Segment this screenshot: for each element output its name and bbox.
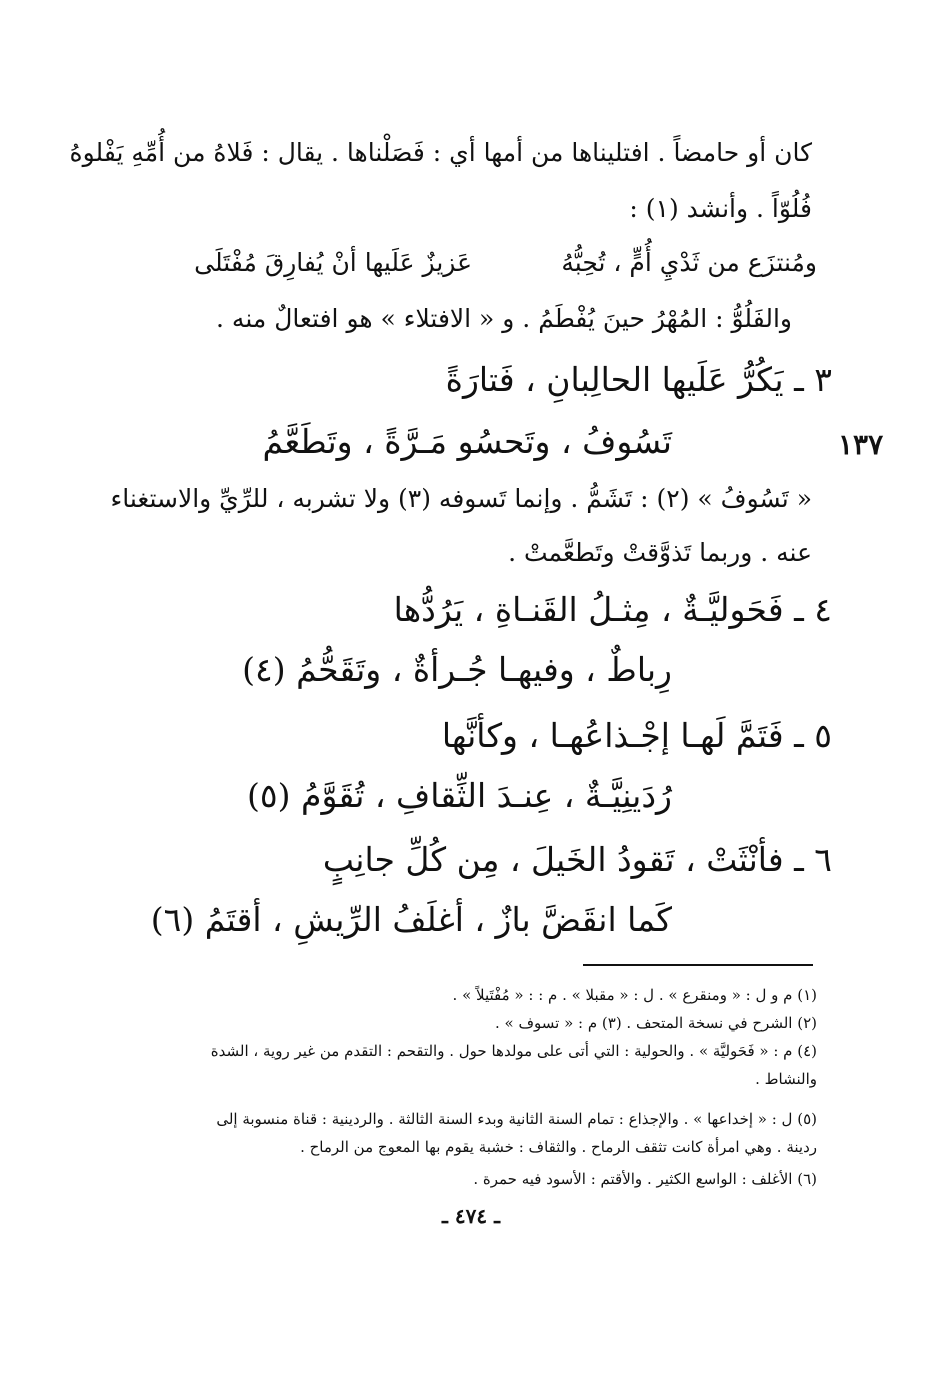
verse-line: تَسُوفُ ، وتَحسُو مَـرَّةً ، وتَطَعَّمُ [262, 422, 672, 461]
footnote-line: ردينة . وهي امرأة كانت تثقف الرماح . والثقاف : خشبة يقوم بها المعوج من الرماح . [300, 1138, 817, 1156]
prose-line: عنه . وربما تَذوَّقتْ وتَطعَّمتْ . [508, 538, 812, 567]
prose-line: فُلُوّاً . وأنشد (١) : [629, 194, 812, 223]
prose-line: كان أو حامضاً . افتليناها من أمها أي : فَصَلْناها . يقال : فَلاهُ من أُمِّهِ يَفْلوهُ [69, 138, 812, 167]
verse-line: ٥ ـ فَتَمَّ لَهـا إجْـذاعُهـا ، وكأنَّها [441, 716, 832, 755]
quote-hemistich-left: عَزيزٌ عَلَيها أنْ يُفارِقَ مُفْتَلَى [194, 248, 472, 277]
page-number: ـ ٤٧٤ ـ [442, 1204, 500, 1228]
verse-line: ٦ ـ فأنْثَتْ ، تَقودُ الخَيلَ ، مِن كُلِّ جانِبٍ [322, 840, 832, 879]
verse-line: رُدَينِيَّـةٌ ، عِنـدَ الثِّقافِ ، تُقَوَّمُ (٥) [247, 776, 672, 815]
verse-line: رِباطٌ ، وفيهـا جُـرأةٌ ، وتَقَحُّمُ (٤) [242, 650, 672, 689]
prose-line: والفَلُوُّ : المُهْرُ حينَ يُفْطَمُ . و « الافتلاء » هو افتعالٌ منه . [216, 304, 792, 333]
footnote-line: والنشاط . [755, 1070, 817, 1088]
footnote-line: (٥) ل : « إخداعها » . والإجذاع : تمام السنة الثانية وبدء السنة الثالثة . والردينية : قناة منسوبة إلى [216, 1110, 817, 1128]
quote-hemistich-right: ومُنتزَع من ثَدْيِ أُمٍّ ، تُحِبُّهُ [561, 248, 817, 277]
footnote-line: (٤) م : « فَحَوليَّة » . والحولية : التي أتى على مولدها حول . والتقحم : التقدم من غير روية ، الشدة [210, 1042, 817, 1060]
margin-page-reference: ١٣٧ [838, 428, 884, 461]
footnote-divider [583, 964, 813, 966]
footnote-line: (٦) الأغلف : الواسع الكثير . والأقتم : الأسود فيه حمرة . [473, 1170, 817, 1188]
prose-line: « تَسُوفُ » (٢) : تَشَمُّ . وإنما تَسوفه (٣) ولا تشربه ، للرِّيِّ والاستغناء [110, 484, 812, 513]
verse-line: ٤ ـ فَحَوليَّـةٌ ، مِثـلُ القَنـاةِ ، يَرُدُّها [393, 590, 832, 629]
verse-line: كَما انقَضَّ بازٌ ، أغلَفُ الرِّيشِ ، أقتَمُ (٦) [150, 900, 672, 939]
footnote-line: (٢) الشرح في نسخة المتحف . (٣) م : « تسوف » . [494, 1014, 817, 1032]
verse-line: ٣ ـ يَكُرُّ عَلَيها الحالِبانِ ، فَتارَةً [445, 360, 832, 399]
footnote-line: (١) م و ل : « ومنقرع » . ل : « مقبلا » . م : : « مُفْتَيلاً » . [452, 986, 817, 1004]
